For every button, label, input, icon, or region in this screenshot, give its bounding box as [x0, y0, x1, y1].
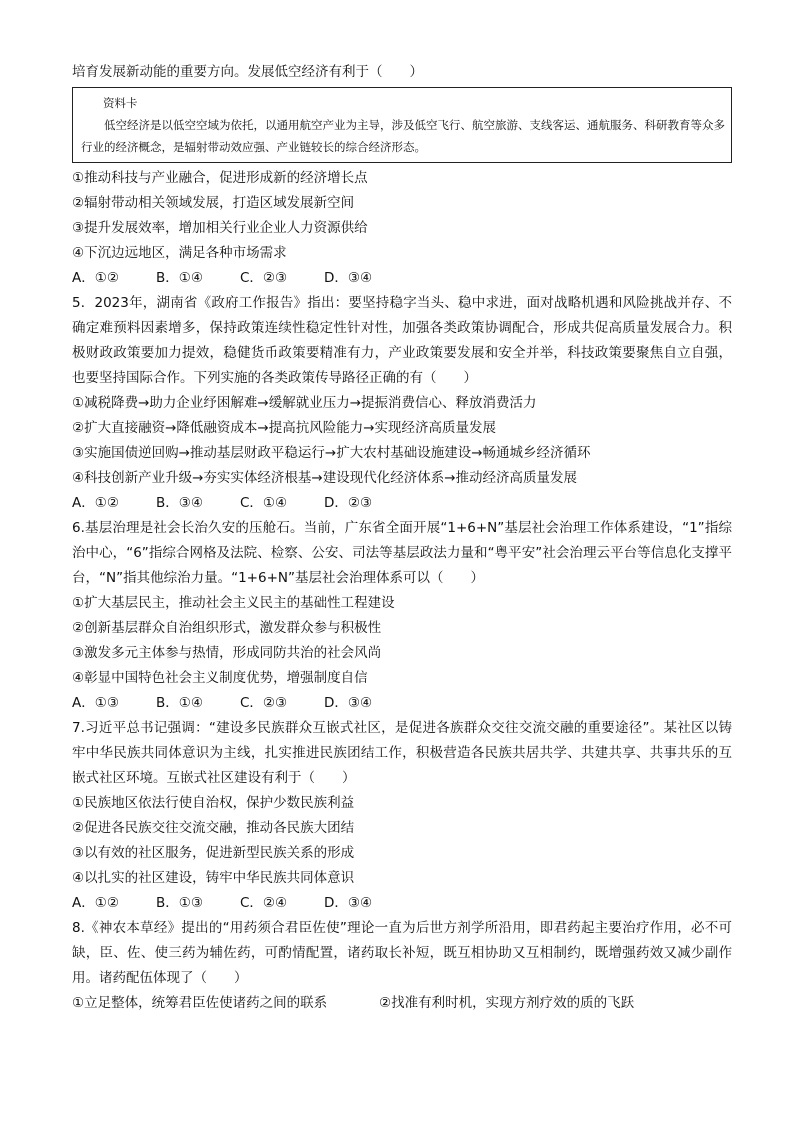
q4-option-2: ②辐射带动相关领域发展，打造区域发展新空间 — [72, 195, 355, 211]
q4-answer-a[interactable]: A．①② — [72, 270, 119, 286]
q4-option-1: ①推动科技与产业融合，促进形成新的经济增长点 — [72, 170, 368, 186]
q5-option-4: ④科技创新产业升级→夯实实体经济根基→建设现代化经济体系→推动经济高质量发展 — [72, 470, 578, 486]
q6-answer-a[interactable]: A．①③ — [72, 695, 119, 711]
q5-answer-d[interactable]: D．②③ — [324, 495, 373, 511]
q5-option-1: ①减税降费→助力企业纾困解难→缓解就业压力→提振消费信心、释放消费活力 — [72, 395, 537, 411]
q5-answer-choices — [72, 491, 732, 516]
q6-option-4: ④彰显中国特色社会主义制度优势，增强制度自信 — [72, 670, 368, 686]
q7-answer-choices — [72, 891, 732, 916]
q6-answer-d[interactable]: D．③④ — [324, 695, 373, 711]
q4-option-4: ④下沉边远地区，满足各种市场需求 — [72, 245, 287, 261]
q7-option-3: ③以有效的社区服务，促进新型民族关系的形成 — [72, 845, 355, 861]
q8-option-2: ②找准有利时机，实现方剂疗效的质的飞跃 — [379, 995, 635, 1011]
q7-answer-c[interactable]: C．②④ — [240, 895, 288, 911]
q4-option-3: ③提升发展效率，增加相关行业企业人力资源供给 — [72, 220, 368, 236]
q7-answer-d[interactable]: D．③④ — [324, 895, 373, 911]
q8-option-1: ①立足整体，统筹君臣佐使诸药之间的联系 — [72, 995, 328, 1011]
q6-answer-c[interactable]: C．②③ — [240, 695, 288, 711]
q7-option-4: ④以扎实的社区建设，铸牢中华民族共同体意识 — [72, 870, 355, 886]
q4-answer-c[interactable]: C．②③ — [240, 270, 288, 286]
info-card — [72, 87, 732, 163]
q6-option-1: ①扩大基层民主，推动社会主义民主的基础性工程建设 — [72, 595, 395, 611]
q6-answer-b[interactable]: B．①④ — [156, 695, 203, 711]
q4-answer-choices — [72, 266, 732, 291]
q6-option-2: ②创新基层群众自治组织形式，激发群众参与积极性 — [72, 620, 382, 636]
q5-stem: 5．2023年，湖南省《政府工作报告》指出：要坚持稳字当头、稳中求进，面对战略机遇和风险挑战并存、不确定难预料因素增多，保持政策连续性稳定性针对性，加强各类政策协调配合，形成共促高质量发展合力。积极财政政策要加力提效，稳健货币政策要精准有力，产业政策要发展和安全并举，科技政策要聚焦自立自强，也要坚持国际合作。下列实施的各类政策传导路径正确的有（ ） — [72, 295, 732, 386]
q4-stem-tail: 培育发展新动能的重要方向。发展低空经济有利于（ ） — [72, 64, 423, 80]
q6-option-3: ③激发多元主体参与热情，形成同防共治的社会风尚 — [72, 645, 382, 661]
info-card-body: 低空经济是以低空空域为依托，以通用航空产业为主导，涉及低空飞行、航空旅游、支线客运、通航服务、科研教育等众多行业的经济概念，是辐射带动效应强、产业链较长的综合经济形态。 — [81, 118, 725, 154]
q7-stem: 7.习近平总书记强调：“建设多民族群众互嵌式社区，是促进各族群众交往交流交融的重要途径”。某社区以铸牢中华民族共同体意识为主线，扎实推进民族团结工作，积极营造各民族共居共学、共建共享、共事共乐的互嵌式社区环境。互嵌式社区建设有利于（ ） — [72, 720, 732, 786]
exam-page — [72, 60, 732, 1016]
q4-answer-b[interactable]: B．①④ — [156, 270, 203, 286]
q5-answer-a[interactable]: A．①② — [72, 495, 119, 511]
q4-answer-d[interactable]: D．③④ — [324, 270, 373, 286]
info-card-title: 资料卡 — [103, 96, 138, 110]
q6-answer-choices — [72, 691, 732, 716]
q6-stem: 6.基层治理是社会长治久安的压舱石。当前，广东省全面开展“1+6+N”基层社会治理工作体系建设，“1”指综治中心，“6”指综合网格及法院、检察、公安、司法等基层政法力量和“粤平安”社会治理云平台等信息化支撑平台，“N”指其他综治力量。“1+6+N”基层社会治理体系可以（ ） — [72, 520, 732, 586]
q5-answer-b[interactable]: B．③④ — [156, 495, 203, 511]
q8-stem: 8.《神农本草经》提出的“用药须合君臣佐使”理论一直为后世方剂学所沿用，即君药起主要治疗作用，必不可缺，臣、佐、使三药为辅佐药，可酌情配置，诸药取长补短，既互相协助又互相制约，既增强药效又减少副作用。诸药配伍体现了（ ） — [72, 920, 732, 986]
q8-options-row — [72, 991, 732, 1016]
q5-answer-c[interactable]: C．①④ — [240, 495, 288, 511]
q5-option-2: ②扩大直接融资→降低融资成本→提高抗风险能力→实现经济高质量发展 — [72, 420, 497, 436]
q5-option-3: ③实施国债逆回购→推动基层财政平稳运行→扩大农村基础设施建设→畅通城乡经济循环 — [72, 445, 591, 461]
q7-option-2: ②促进各民族交往交流交融，推动各民族大团结 — [72, 820, 355, 836]
q7-option-1: ①民族地区依法行使自治权，保护少数民族利益 — [72, 795, 355, 811]
q7-answer-a[interactable]: A．①② — [72, 895, 119, 911]
q7-answer-b[interactable]: B．①③ — [156, 895, 203, 911]
